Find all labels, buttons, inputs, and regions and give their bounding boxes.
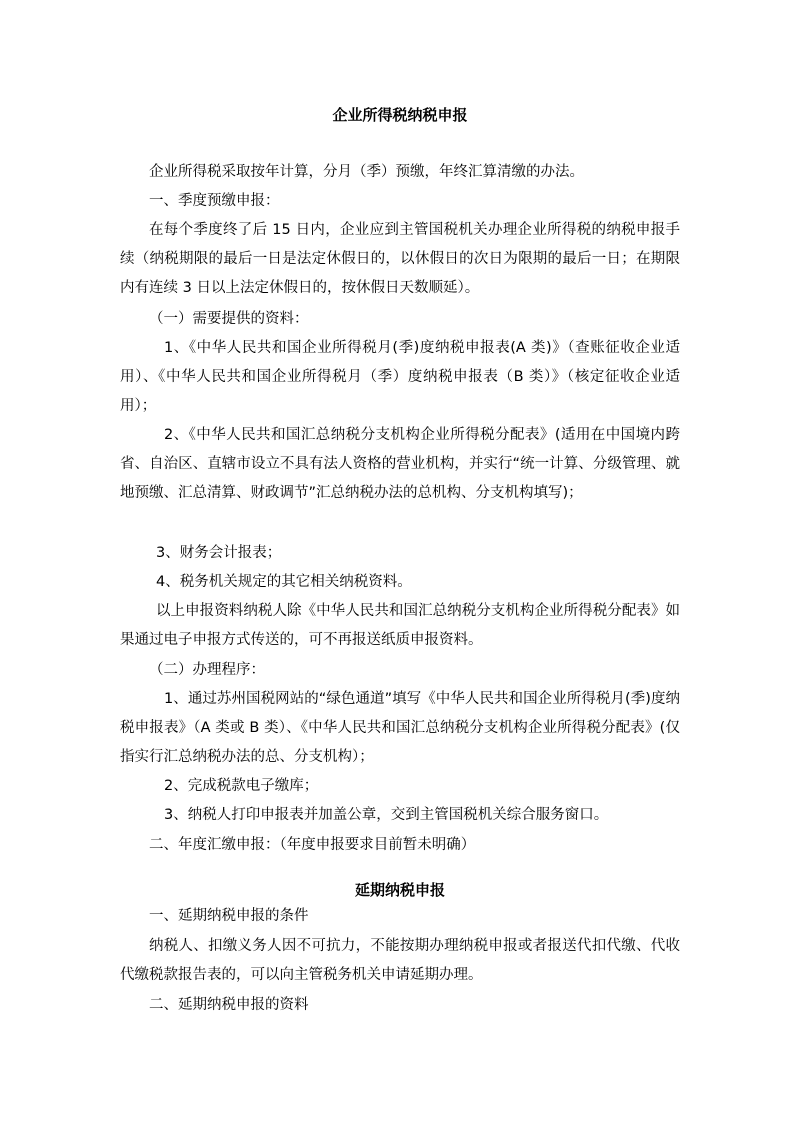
extension-conditions-heading: 一、延期纳税申报的条件 [149, 908, 309, 924]
section-title-extension: 延期纳税申报 [354, 881, 445, 899]
intro-paragraph: 企业所得税采取按年计算，分月（季）预缴，年终汇算清缴的办法。 [149, 164, 584, 180]
material-item-1: 1、《中华人民共和国企业所得税月(季)度纳税申报表(A 类)》（查账征收企业适用）、《中华人民共和国企业所得税月（季）度纳税申报表（B 类）》（核定征收企业适用）； [120, 340, 680, 414]
procedure-heading: （二）办理程序： [149, 662, 265, 678]
materials-note-paragraph: 以上申报资料纳税人除《中华人民共和国汇总纳税分支机构企业所得税分配表》如果通过电子申报方式传送的，可不再报送纸质申报资料。 [120, 603, 680, 648]
quarterly-deadline-paragraph: 在每个季度终了后 15 日内，企业应到主管国税机关办理企业所得税的纳税申报手续（纳税期限的最后一日是法定休假日的，以休假日的次日为限期的最后一日；在期限内有连续 3 日以上法定休假日的，按休假日天数顺延）。 [120, 222, 680, 296]
section-heading-quarterly: 一、季度预缴申报： [149, 193, 280, 209]
procedure-item-3: 3、纳税人打印申报表并加盖公章，交到主管国税机关综合服务窗口。 [164, 807, 609, 823]
material-item-4: 4、税务机关规定的其它相关纳税资料。 [156, 574, 412, 590]
materials-heading: （一）需要提供的资料： [149, 311, 309, 327]
procedure-item-1: 1、通过苏州国税网站的“绿色通道”填写《中华人民共和国企业所得税月(季)度纳税申报表》（A 类或 B 类）、《中华人民共和国汇总纳税分支机构企业所得税分配表》(仅指实行汇总纳税办法的总、分支机构）； [120, 691, 680, 765]
document-title: 企业所得税纳税申报 [332, 106, 468, 124]
extension-conditions-paragraph: 纳税人、扣缴义务人因不可抗力，不能按期办理纳税申报或者报送代扣代缴、代收代缴税款报告表的，可以向主管税务机关申请延期办理。 [120, 938, 680, 983]
extension-materials-heading: 二、延期纳税申报的资料 [149, 997, 309, 1013]
procedure-item-2: 2、完成税款电子缴库； [164, 778, 319, 794]
section-heading-annual: 二、年度汇缴申报：（年度申报要求目前暂未明确） [149, 837, 476, 853]
material-item-3: 3、财务会计报表； [156, 545, 282, 561]
material-item-2: 2、《中华人民共和国汇总纳税分支机构企业所得税分配表》(适用在中国境内跨省、自治区、直辖市设立不具有法人资格的营业机构，并实行“统一计算、分级管理、就地预缴、汇总清算、财政调节”汇总纳税办法的总机构、分支机构填写)； [120, 427, 680, 501]
